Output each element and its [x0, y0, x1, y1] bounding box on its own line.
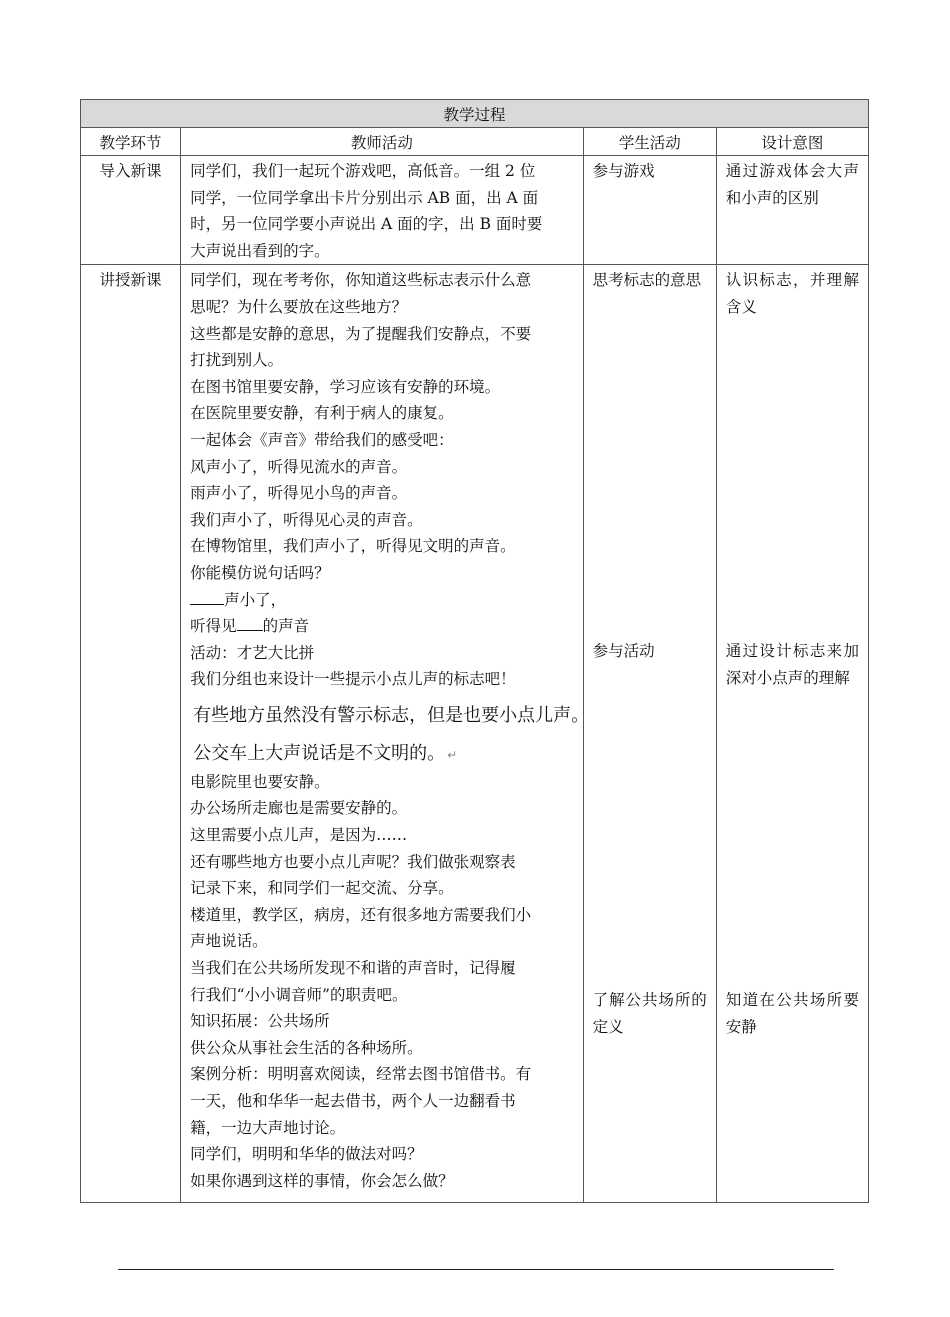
design-intent-text: 知道在公共场所要安静	[725, 991, 859, 1036]
header-student-activity: 学生活动	[583, 128, 716, 156]
header-teacher-activity: 教师活动	[181, 128, 584, 156]
text-line: 这些都是安静的意思，为了提醒我们安静点，不要	[190, 324, 532, 343]
stage-cell	[81, 156, 181, 265]
text-line: 办公场所走廊也是需要安静的。	[190, 799, 408, 818]
text-line: 在医院里要安静，有利于病人的康复。	[190, 404, 454, 423]
student-activity-cell	[583, 265, 716, 1203]
blank-underline	[190, 589, 224, 605]
paragraph-mark-icon: ↵	[447, 747, 458, 762]
fill-blank-line	[190, 613, 574, 640]
stage-cell	[81, 265, 181, 1203]
text-line: 供公众从事社会生活的各种场所。	[190, 1038, 423, 1057]
text-line: 这里需要小点儿声，是因为……	[190, 826, 408, 845]
teaching-process-table	[80, 99, 869, 1203]
header-design-intent: 设计意图	[716, 128, 868, 156]
table-title: 教学过程	[81, 100, 869, 128]
text-line: 当我们在公共场所发现不和谐的声音时，记得履	[190, 959, 516, 978]
stage-label: 导入新课	[99, 162, 162, 180]
text-line: 你能模仿说句话吗？	[190, 563, 330, 582]
text-line: 同学们，明明和华华的做法对吗？	[190, 1145, 423, 1164]
text-line: 我们声小了，听得见心灵的声音。	[190, 510, 423, 529]
teacher-activity-cell	[181, 156, 584, 265]
design-intent-text: 认识标志，并理解含义	[725, 271, 859, 316]
text-line: 在图书馆里要安静，学习应该有安静的环境。	[190, 377, 501, 396]
header-stage: 教学环节	[81, 128, 181, 156]
table-row	[81, 156, 869, 265]
text-line: 如果你遇到这样的事情，你会怎么做？	[190, 1171, 454, 1190]
text-line: 还有哪些地方也要小点儿声呢？我们做张观察表	[190, 852, 516, 871]
text-line: 雨声小了，听得见小鸟的声音。	[190, 484, 408, 503]
text-line: 案例分析：明明喜欢阅读，经常去图书馆借书。有	[190, 1065, 532, 1084]
text-line: 电影院里也要安静。	[190, 772, 330, 791]
text-line: 我们分组也来设计一些提示小点儿声的标志吧！	[190, 670, 516, 689]
text-line: 思呢？为什么要放在这些地方？	[190, 297, 408, 316]
fill-prefix: 听得见	[190, 617, 237, 636]
student-activity-text: 思考标志的意思	[592, 271, 702, 290]
student-activity-cell	[583, 156, 716, 265]
text-line: 大声说出看到的字。	[190, 241, 330, 260]
text-line: 籍，一边大声地讨论。	[190, 1118, 346, 1137]
text-line: 打扰到别人。	[190, 351, 284, 370]
text-line: 同学们，现在考考你，你知道这些标志表示什么意	[190, 271, 532, 290]
text-line: 楼道里，教学区，病房，还有很多地方需要我们小	[190, 905, 532, 924]
table-row	[81, 265, 869, 1203]
fill-suffix: 的声音	[262, 617, 310, 636]
fill-suffix: 声小了，	[224, 590, 287, 609]
text-line: 在博物馆里，我们声小了，听得见文明的声音。	[190, 537, 516, 556]
text-line: 记录下来，和同学们一起交流、分享。	[190, 879, 454, 898]
design-intent-cell	[716, 265, 868, 1203]
text-line: 活动：才艺大比拼	[190, 643, 315, 662]
embedded-image-text	[193, 693, 590, 739]
text-line: 声地说话。	[190, 932, 268, 951]
student-activity-text: 参与游戏	[592, 162, 655, 180]
fill-blank-line	[190, 587, 574, 614]
student-activity-text: 了解公共场所的定义	[592, 991, 707, 1036]
teacher-activity-cell	[181, 265, 590, 1203]
design-intent-text: 通过游戏体会大声和小声的区别	[725, 162, 859, 207]
table-header-row	[81, 128, 869, 156]
text-line: 时，另一位同学要小声说出 A 面的字，出 B 面时要	[190, 215, 543, 234]
text-line: 同学，一位同学拿出卡片分别出示 AB 面，出 A 面	[190, 188, 539, 207]
table-title-row	[81, 100, 869, 128]
text-line: 同学们，我们一起玩个游戏吧，高低音。一组 2 位	[190, 162, 536, 180]
footer-divider	[118, 1269, 834, 1270]
design-intent-cell	[716, 156, 868, 265]
text-line: 行我们“小小调音师”的职责吧。	[190, 985, 408, 1004]
text-line: 知识拓展：公共场所	[190, 1012, 330, 1031]
embedded-image-text	[193, 739, 574, 769]
text-line: 一天，他和华华一起去借书，两个人一边翻看书	[190, 1092, 516, 1110]
text-line: 一起体会《声音》带给我们的感受吧：	[190, 430, 454, 449]
image-text: 有些地方虽然没有警示标志，但是也要小点儿声。	[193, 704, 590, 726]
text-line: 风声小了，听得见流水的声音。	[190, 457, 408, 476]
design-intent-text: 通过设计标志来加深对小点声的理解	[725, 642, 859, 687]
blank-underline	[237, 615, 263, 631]
stage-label: 讲授新课	[99, 271, 162, 290]
image-text: 公交车上大声说话是不文明的。	[193, 742, 446, 764]
student-activity-text: 参与活动	[592, 642, 655, 661]
